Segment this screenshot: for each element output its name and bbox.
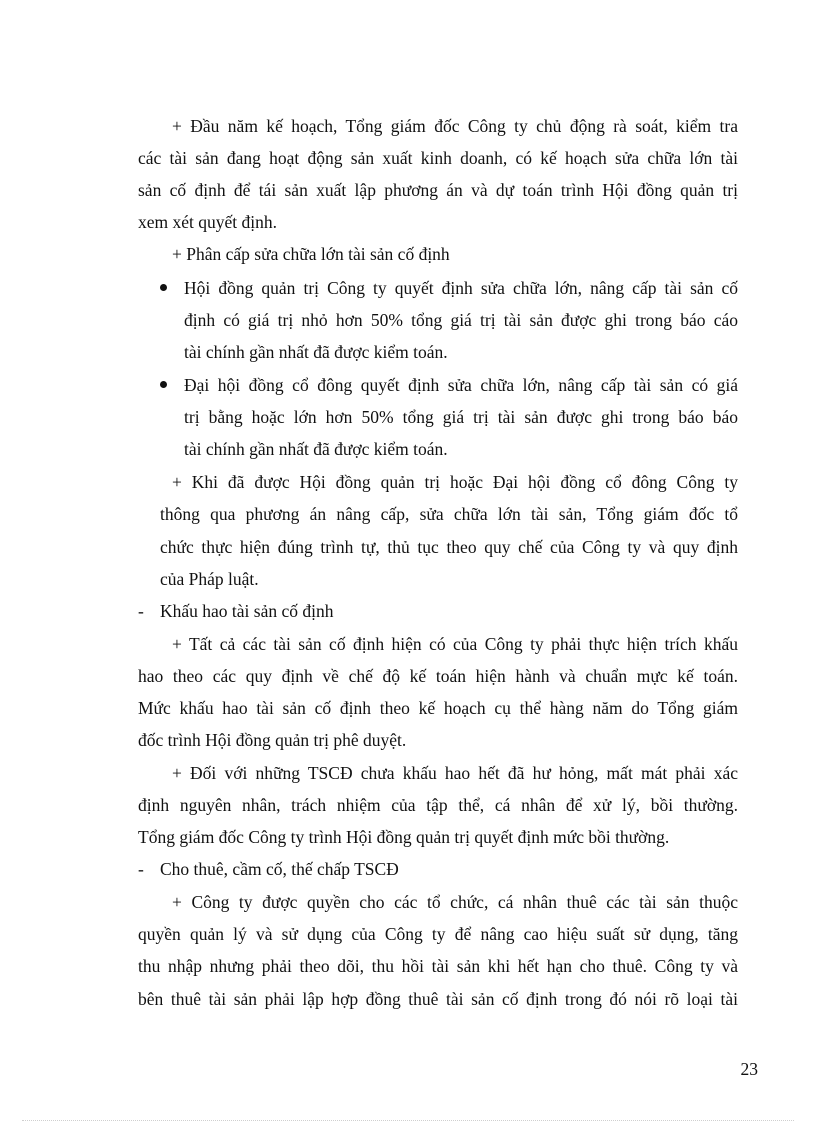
- para1-line-2: các tài sản đang hoạt động sản xuất kinh doanh, có kế hoạch sửa chữa lớn tài: [138, 148, 738, 168]
- dash1-heading: Khấu hao tài sản cố định: [160, 601, 334, 621]
- para3-line-1: + Khi đã được Hội đồng quản trị hoặc Đại hội đồng cổ đông Công ty: [172, 472, 738, 492]
- para3-line-4: của Pháp luật.: [160, 569, 259, 589]
- bullet2-line-2: trị bằng hoặc lớn hơn 50% tổng giá trị tài sản được ghi trong báo báo: [184, 407, 738, 427]
- bullet2-line-1: Đại hội đồng cổ đông quyết định sửa chữa lớn, nâng cấp tài sản có giá: [184, 375, 738, 395]
- para6-line-1: + Công ty được quyền cho các tổ chức, cá nhân thuê các tài sản thuộc: [172, 892, 738, 912]
- bullet-icon: [160, 284, 167, 291]
- para5-line-1: + Đối với những TSCĐ chưa khấu hao hết đã hư hỏng, mất mát phải xác: [172, 763, 738, 783]
- bullet1-line-3: tài chính gần nhất đã được kiểm toán.: [184, 342, 448, 362]
- dash-marker: -: [138, 601, 144, 621]
- para4-line-4: đốc trình Hội đồng quản trị phê duyệt.: [138, 730, 407, 750]
- para4-line-1: + Tất cả các tài sản cố định hiện có của Công ty phải thực hiện trích khấu: [172, 634, 738, 654]
- para3-line-2: thông qua phương án nâng cấp, sửa chữa lớn tài sản, Tổng giám đốc tổ: [160, 504, 738, 524]
- bullet2-line-3: tài chính gần nhất đã được kiểm toán.: [184, 439, 448, 459]
- para6-line-2: quyền quản lý và sử dụng của Công ty để nâng cao hiệu suất sử dụng, tăng: [138, 924, 738, 944]
- para5-line-2: định nguyên nhân, trách nhiệm của tập thể, cá nhân để xử lý, bồi thường.: [138, 795, 738, 815]
- para3-line-3: chức thực hiện đúng trình tự, thủ tục theo quy chế của Công ty và quy định: [160, 537, 738, 557]
- para4-line-2: hao theo các quy định về chế độ kế toán hiện hành và chuẩn mực kế toán.: [138, 666, 738, 686]
- page-number: 23: [740, 1059, 758, 1079]
- para1-line-1: + Đầu năm kế hoạch, Tổng giám đốc Công ty chủ động rà soát, kiểm tra: [172, 116, 738, 136]
- bullet1-line-1: Hội đồng quản trị Công ty quyết định sửa chữa lớn, nâng cấp tài sản cố: [184, 278, 738, 298]
- bullet-icon: [160, 381, 167, 388]
- para5-line-3: Tổng giám đốc Công ty trình Hội đồng quản trị quyết định mức bồi thường.: [138, 827, 670, 847]
- para2-line-1: + Phân cấp sửa chữa lớn tài sản cố định: [172, 244, 450, 264]
- bottom-divider: [22, 1120, 794, 1121]
- para6-line-4: bên thuê tài sản phải lập hợp đồng thuê tài sản cố định trong đó nói rõ loại tài: [138, 989, 738, 1009]
- para6-line-3: thu nhập nhưng phải theo dõi, thu hồi tài sản khi hết hạn cho thuê. Công ty và: [138, 956, 738, 976]
- dash2-heading: Cho thuê, cầm cố, thế chấp TSCĐ: [160, 859, 399, 879]
- para1-line-3: sản cố định để tái sản xuất lập phương án và dự toán trình Hội đồng quản trị: [138, 180, 738, 200]
- para1-line-4: xem xét quyết định.: [138, 212, 278, 232]
- dash-marker: -: [138, 859, 144, 879]
- bullet1-line-2: định có giá trị nhỏ hơn 50% tổng giá trị tài sản được ghi trong báo cáo: [184, 310, 738, 330]
- para4-line-3: Mức khấu hao tài sản cố định theo kế hoạch cụ thể hàng năm do Tổng giám: [138, 698, 738, 718]
